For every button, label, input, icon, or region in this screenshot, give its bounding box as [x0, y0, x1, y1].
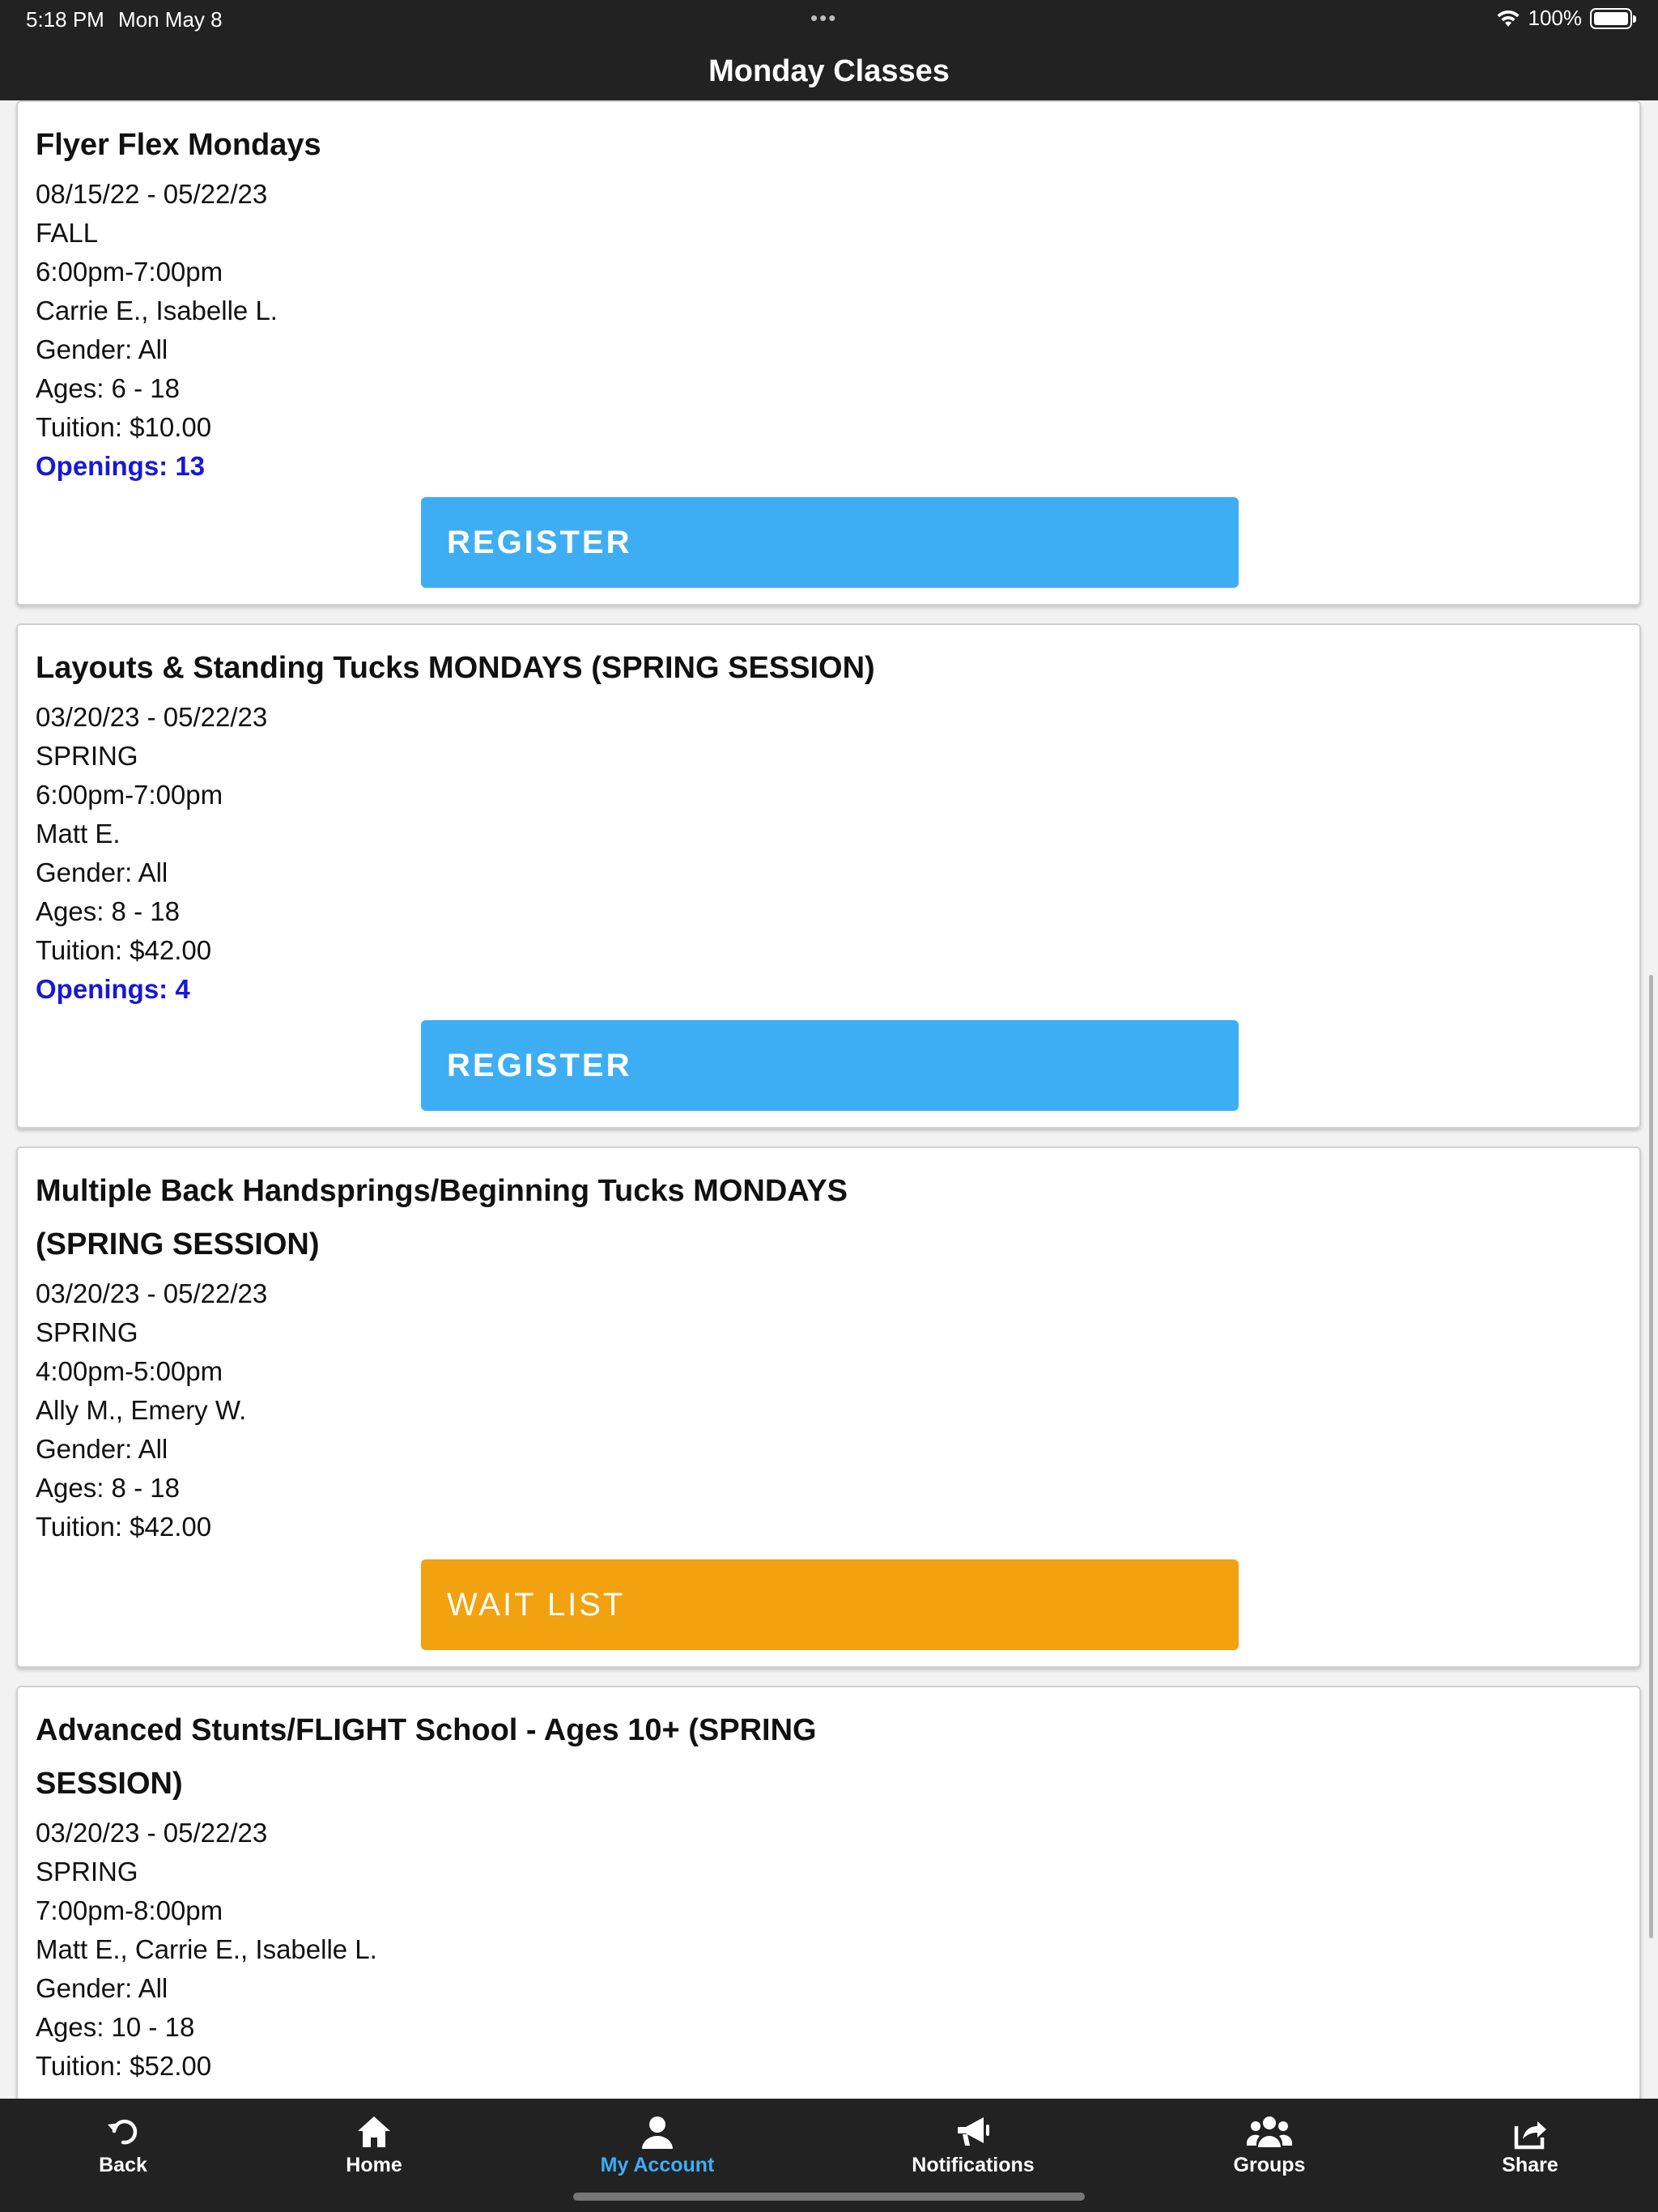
class-ages: Ages: 10 - 18 — [36, 2012, 195, 2042]
class-instructors: Matt E. — [36, 819, 121, 849]
status-date: Mon May 8 — [118, 7, 223, 32]
tab-share-label: Share — [1502, 2154, 1558, 2176]
class-card — [16, 1686, 1641, 2099]
class-ages: Ages: 8 - 18 — [36, 896, 180, 926]
class-gender: Gender: All — [36, 1973, 168, 2003]
home-indicator[interactable] — [573, 2193, 1085, 2201]
register-button-label: REGISTER — [447, 524, 632, 560]
class-gender: Gender: All — [36, 334, 168, 364]
tab-my-account-label: My Account — [600, 2154, 715, 2176]
class-card — [16, 1146, 1641, 1668]
megaphone-icon — [954, 2113, 992, 2150]
class-details — [36, 1274, 267, 1546]
class-instructors: Matt E., Carrie E., Isabelle L. — [36, 1934, 377, 1964]
class-title: Multiple Back Handsprings/Beginning Tucks MONDAYS (SPRING SESSION) — [36, 1174, 848, 1261]
page-title: Monday Classes — [708, 53, 950, 88]
wait-list-button-label: WAIT LIST — [447, 1586, 626, 1623]
wifi-icon — [1496, 9, 1520, 28]
tab-home-label: Home — [346, 2154, 402, 2176]
tab-groups[interactable] — [1180, 2113, 1358, 2177]
class-list[interactable] — [0, 100, 1658, 2099]
tab-notifications-label: Notifications — [912, 2154, 1035, 2176]
groups-icon — [1247, 2113, 1292, 2150]
class-ages: Ages: 6 - 18 — [36, 373, 180, 403]
battery-percent: 100% — [1528, 6, 1582, 30]
class-session: SPRING — [36, 1317, 138, 1347]
register-button-label: REGISTER — [447, 1047, 632, 1083]
class-time: 4:00pm-5:00pm — [36, 1356, 223, 1386]
class-title: Advanced Stunts/FLIGHT School - Ages 10+ (SPRING SESSION) — [36, 1713, 817, 1801]
class-card — [16, 623, 1641, 1129]
class-tuition: Tuition: $42.00 — [36, 1512, 212, 1542]
register-button[interactable] — [421, 1020, 1239, 1111]
navigation-bar — [0, 42, 1658, 100]
class-gender: Gender: All — [36, 857, 168, 887]
class-dates: 03/20/23 - 05/22/23 — [36, 702, 268, 732]
class-tuition: Tuition: $52.00 — [36, 2051, 212, 2081]
status-bar — [0, 0, 1658, 42]
back-arrow-icon — [104, 2113, 142, 2150]
tab-home[interactable] — [285, 2113, 463, 2177]
scrollbar[interactable] — [1649, 975, 1653, 1938]
class-session: SPRING — [36, 741, 138, 771]
class-instructors: Carrie E., Isabelle L. — [36, 296, 278, 325]
class-title: Flyer Flex Mondays — [36, 128, 321, 162]
class-instructors: Ally M., Emery W. — [36, 1395, 247, 1425]
register-button[interactable] — [421, 497, 1239, 588]
battery-icon — [1590, 8, 1632, 29]
class-details — [36, 1814, 377, 2086]
class-time: 6:00pm-7:00pm — [36, 257, 223, 287]
wait-list-button[interactable] — [421, 1559, 1239, 1650]
class-title: Layouts & Standing Tucks MONDAYS (SPRING SESSION) — [36, 651, 875, 685]
home-icon — [355, 2113, 393, 2150]
class-openings: Openings: 13 — [36, 451, 206, 481]
user-icon — [639, 2113, 676, 2150]
class-openings: Openings: 4 — [36, 974, 190, 1004]
class-tuition: Tuition: $42.00 — [36, 935, 212, 965]
class-gender: Gender: All — [36, 1434, 168, 1464]
class-time: 6:00pm-7:00pm — [36, 780, 223, 810]
class-dates: 03/20/23 - 05/22/23 — [36, 1278, 268, 1308]
class-time: 7:00pm-8:00pm — [36, 1895, 223, 1925]
tab-groups-label: Groups — [1233, 2154, 1306, 2176]
status-right — [1496, 6, 1633, 31]
share-icon — [1511, 2113, 1549, 2150]
tab-notifications[interactable] — [884, 2113, 1062, 2177]
class-details — [36, 175, 278, 486]
class-session: SPRING — [36, 1857, 138, 1887]
class-ages: Ages: 8 - 18 — [36, 1473, 180, 1503]
status-time: 5:18 PM — [26, 7, 104, 32]
tab-back-label: Back — [99, 2154, 147, 2176]
tab-my-account[interactable] — [568, 2113, 746, 2177]
multitasking-dots-icon[interactable]: ••• — [810, 6, 838, 30]
tab-back[interactable] — [34, 2113, 212, 2177]
class-tuition: Tuition: $10.00 — [36, 412, 212, 442]
class-dates: 03/20/23 - 05/22/23 — [36, 1818, 268, 1848]
class-details — [36, 698, 267, 1009]
tab-share[interactable] — [1441, 2113, 1619, 2177]
class-card — [16, 100, 1641, 606]
class-dates: 08/15/22 - 05/22/23 — [36, 179, 268, 209]
class-session: FALL — [36, 218, 99, 248]
